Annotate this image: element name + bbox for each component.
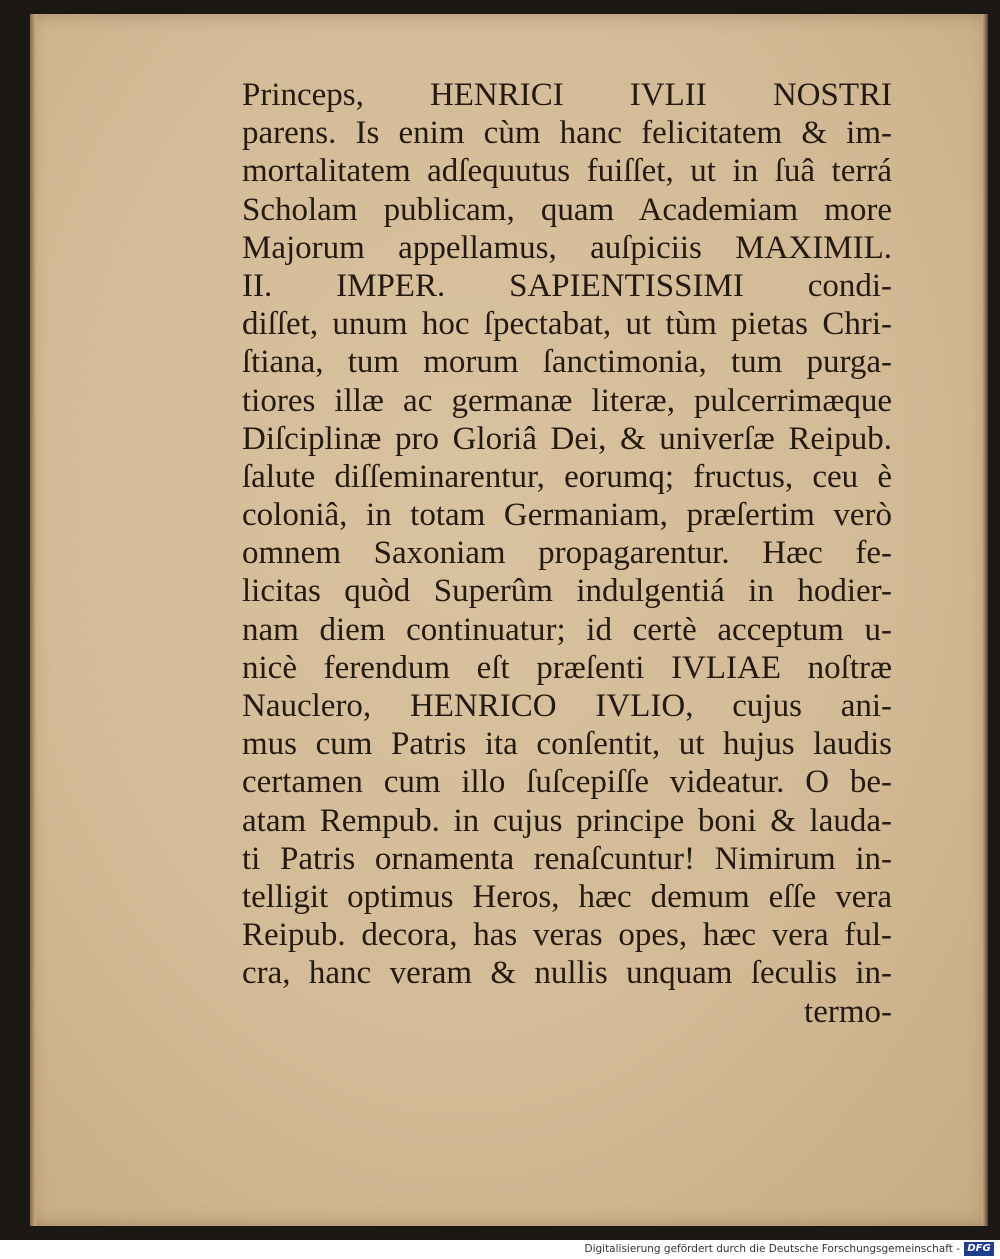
text-line: ſtiana, tum morum ſanctimonia, tum purga- — [242, 344, 892, 381]
text-line: cra, hanc veram & nullis unquam ſeculis in- — [242, 955, 892, 992]
text-line: Nauclero, HENRICO IVLIO, cujus ani- — [242, 688, 892, 724]
book-page — [30, 14, 988, 1226]
text-line: Scholam publicam, quam Academiam more — [242, 191, 892, 228]
text-line: nicè ferendum eſt præſenti IVLIAE noſtræ — [242, 649, 892, 686]
text-line: atam Rempub. in cujus principe boni & lauda- — [242, 802, 892, 839]
text-line: Diſciplinæ pro Gloriâ Dei, & univerſæ Reipub. — [242, 420, 892, 457]
text-line: licitas quòd Superûm indulgentiá in hodier- — [242, 573, 892, 610]
page-left-edge — [30, 14, 36, 1226]
body-text — [242, 76, 892, 1031]
dfg-credit: Digitalisierung gefördert durch die Deutsche Forschungsgemeinschaft - — [584, 1243, 960, 1255]
catchword: termo- — [804, 993, 892, 1030]
text-line: ſalute diſſeminarentur, eorumq; fructus, ceu è — [242, 458, 892, 495]
text-line: Majorum appellamus, auſpiciis MAXIMIL. — [242, 229, 892, 266]
text-line: Princeps, HENRICI IVLII NOSTRI — [242, 77, 892, 113]
text-line: telligit optimus Heros, hæc demum eſſe vera — [242, 878, 892, 915]
text-line: mus cum Patris ita conſentit, ut hujus laudis — [242, 726, 892, 763]
text-line: mortalitatem adſequutus fuiſſet, ut in ſuâ terrá — [242, 153, 892, 190]
footer — [0, 1240, 1000, 1259]
text-line: parens. Is enim cùm hanc felicitatem & im- — [242, 115, 892, 152]
text-line: tiores illæ ac germanæ literæ, pulcerrimæque — [242, 382, 892, 419]
text-line: coloniâ, in totam Germaniam, præſertim verò — [242, 497, 892, 534]
text-line: ti Patris ornamenta renaſcuntur! Nimirum in- — [242, 840, 892, 877]
text-line: Reipub. decora, has veras opes, hæc vera ful- — [242, 917, 892, 954]
text-line: certamen cum illo ſuſcepiſſe videatur. O be- — [242, 764, 892, 801]
text-line: II. IMPER. SAPIENTISSIMI condi- — [242, 267, 892, 304]
text-line: diſſet, unum hoc ſpectabat, ut tùm pietas Chri- — [242, 306, 892, 343]
page-right-edge — [982, 14, 988, 1226]
text-line: omnem Saxoniam propagarentur. Hæc fe- — [242, 535, 892, 572]
text-line: nam diem continuatur; id certè acceptum u- — [242, 611, 892, 648]
dfg-logo-icon: DFG — [964, 1242, 994, 1256]
